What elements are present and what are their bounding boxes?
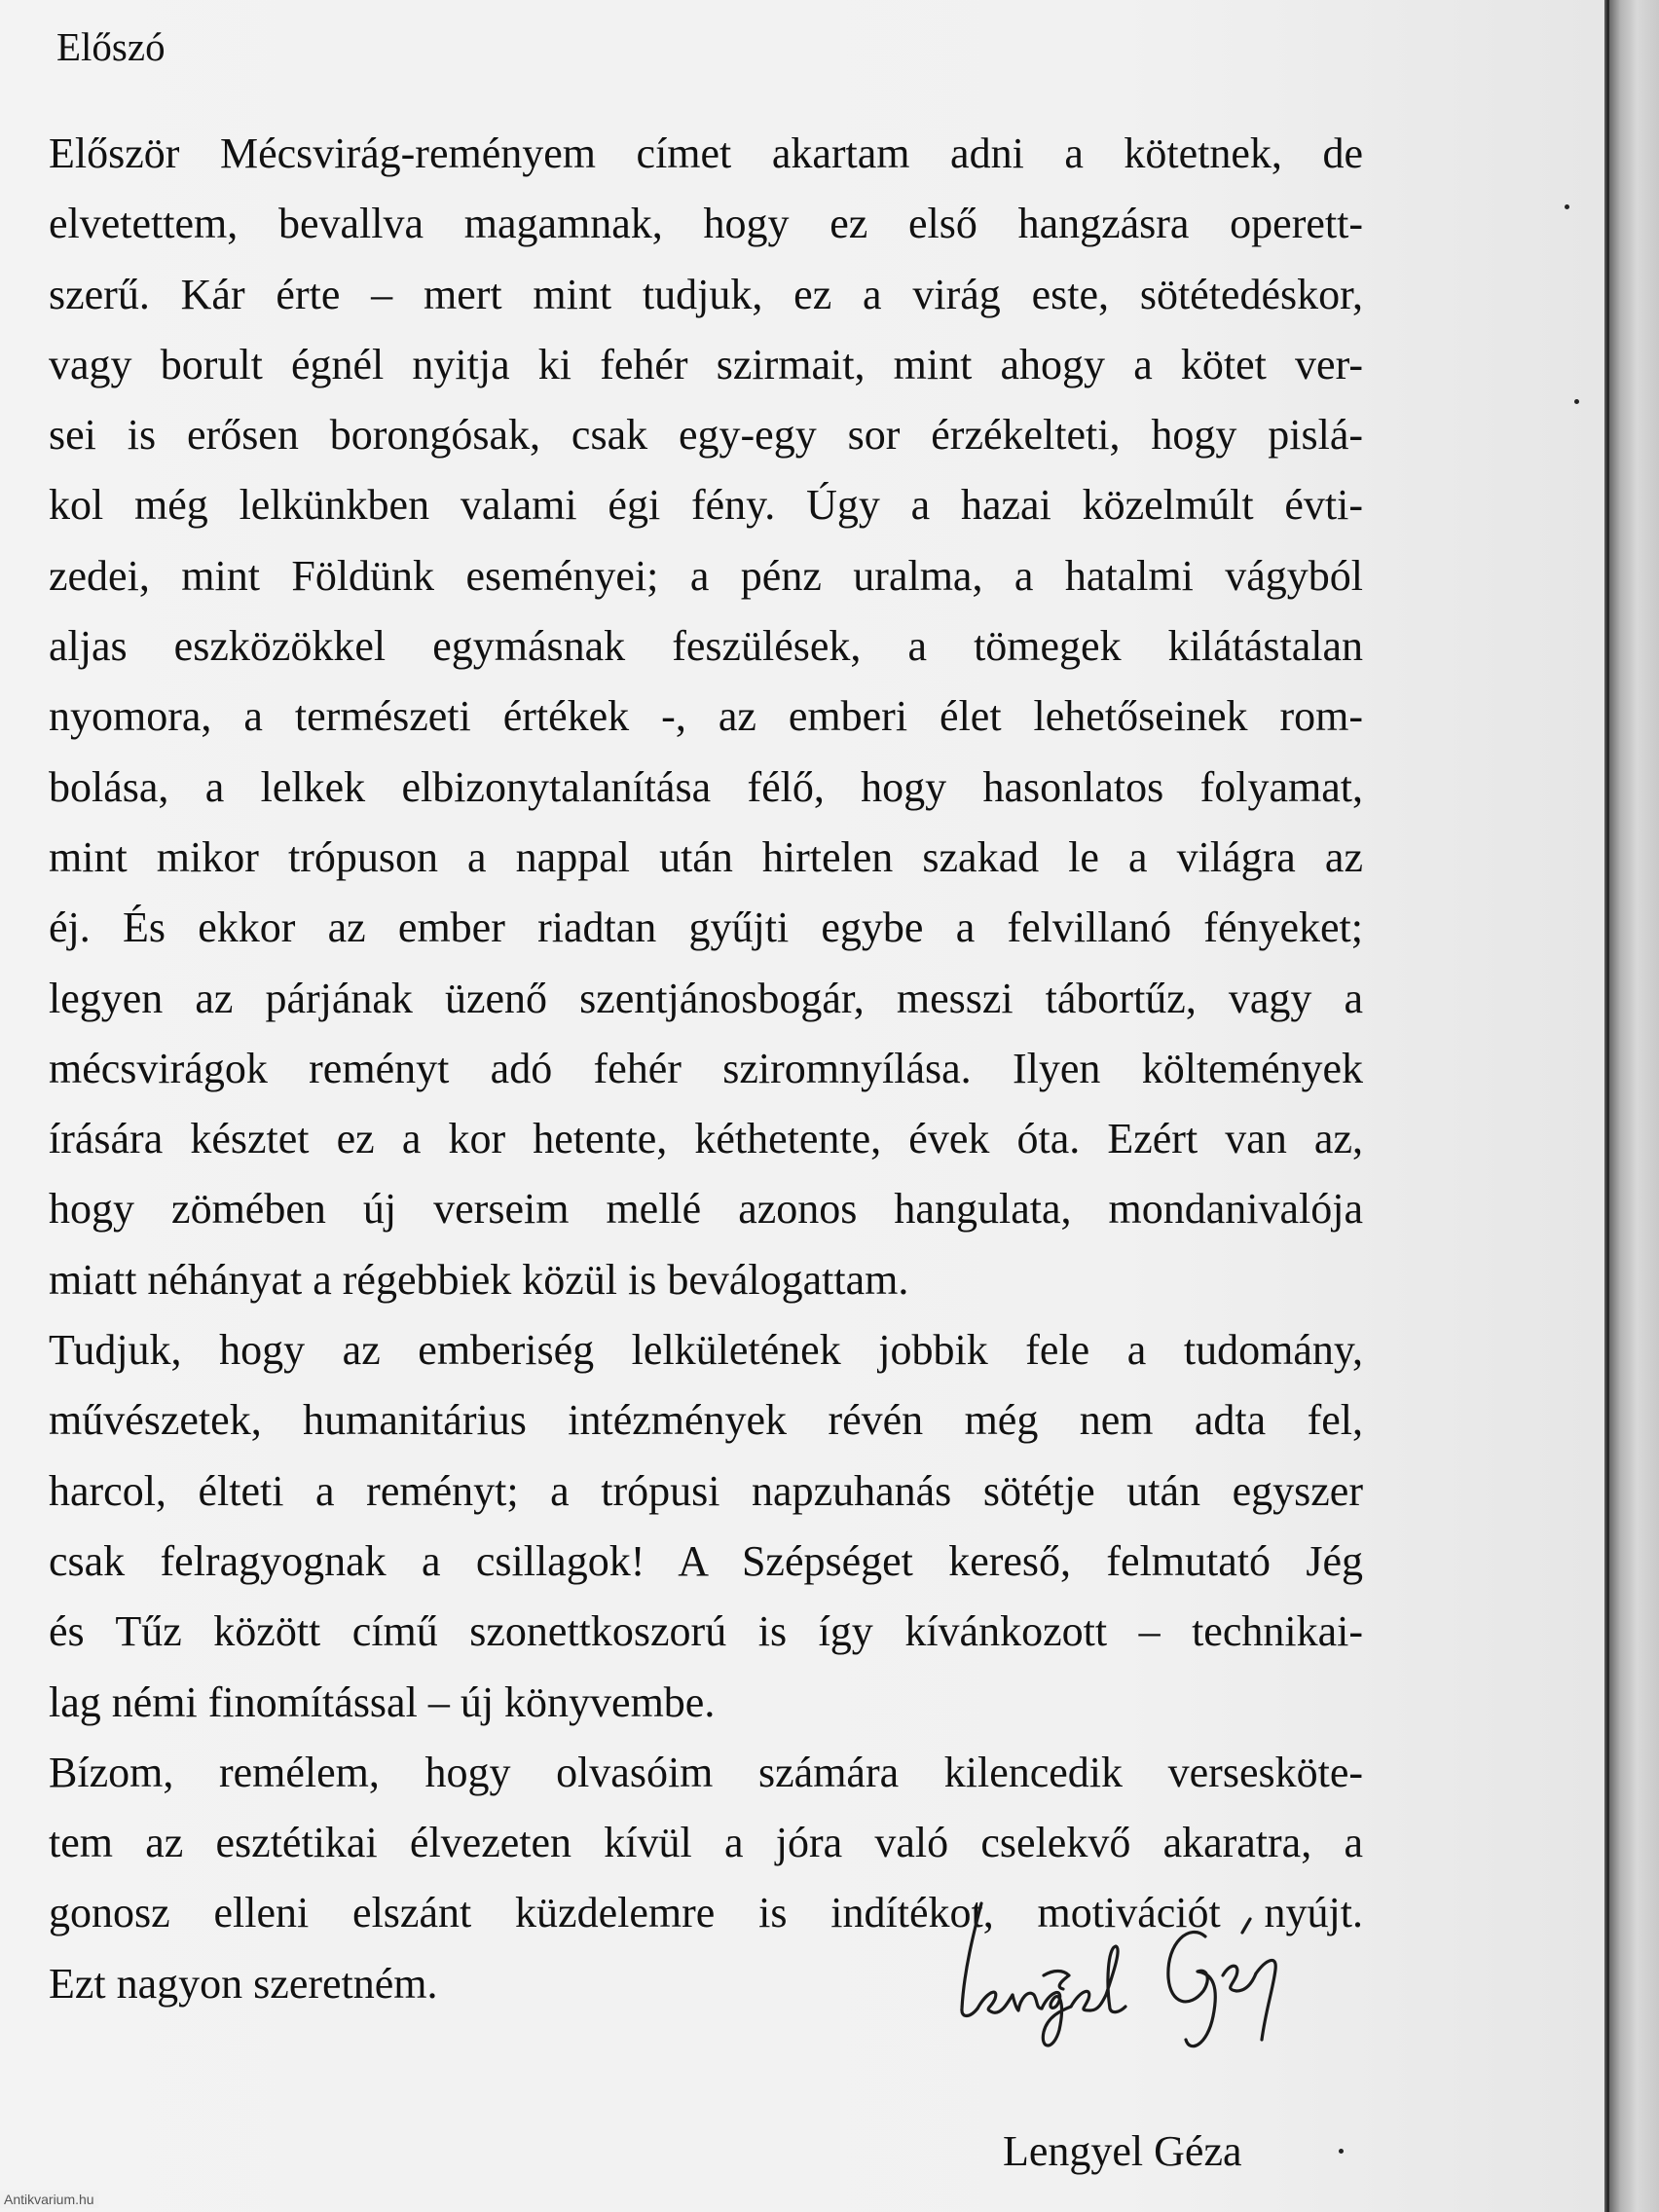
body-text: [49, 119, 1363, 2019]
text-line: Ezt nagyon szeretném.: [49, 1959, 438, 2008]
text-line: kol még lelkünkben valami égi fény. Úgy a hazai közelmúlt évti-: [49, 481, 1363, 530]
heading: Előszó: [56, 24, 166, 69]
text-line: írására késztet ez a kor hetente, kéthetente, évek óta. Ezért van az,: [49, 1115, 1363, 1163]
text-line: Tudjuk, hogy az emberiség lelkületének jobbik fele a tudomány,: [49, 1326, 1363, 1375]
text-line: vagy borult égnél nyitja ki fehér szirmait, mint ahogy a kötet ver-: [49, 340, 1363, 388]
text-line: művészetek, humanitárius intézmények révén még nem adta fel,: [49, 1396, 1363, 1445]
text-line: tem az esztétikai élvezeten kívül a jóra való cselekvő akaratra, a: [49, 1819, 1363, 1867]
text-line: csak felragyognak a csillagok! A Szépséget kereső, felmutató Jég: [49, 1536, 1363, 1585]
handwritten-signature: [935, 1894, 1344, 2059]
stray-mark: [1565, 204, 1569, 209]
text-line: lag némi finomítással – új könyvembe.: [49, 1677, 716, 1726]
text-line: Bízom, remélem, hogy olvasóim számára kilencedik versesköte-: [49, 1748, 1363, 1796]
text-line: hogy zömében új verseim mellé azonos hangulata, mondanivalója: [49, 1185, 1363, 1234]
text-line: szerű. Kár érte – mert mint tudjuk, ez a virág este, sötétedéskor,: [49, 270, 1363, 318]
page-edge-line: [1606, 0, 1609, 2212]
text-line: gonosz elleni elszánt küzdelemre is indítékot, motivációt nyújt.: [49, 1889, 1363, 1937]
text-line: mécsvirágok reményt adó fehér sziromnyílása. Ilyen költemények: [49, 1044, 1363, 1092]
stray-mark: [1339, 2149, 1344, 2154]
text-line: aljas eszközökkel egymásnak feszülések, a tömegek kilátástalan: [49, 622, 1363, 671]
text-line: Először Mécsvirág-reményem címet akartam adni a kötetnek, de: [49, 129, 1363, 177]
text-line: és Tűz között című szonettkoszorú is így kívánkozott – technikai-: [49, 1607, 1363, 1656]
stray-mark: [1574, 399, 1579, 404]
page-edge-shadow: [1604, 0, 1659, 2212]
text-line: zedei, mint Földünk eseményei; a pénz uralma, a hatalmi vágyból: [49, 551, 1363, 600]
text-line: elvetettem, bevallva magamnak, hogy ez első hangzásra operett-: [49, 200, 1363, 248]
text-line: bolása, a lelkek elbizonytalanítása félő, hogy hasonlatos folyamat,: [49, 762, 1363, 811]
text-line: mint mikor trópuson a nappal után hirtelen szakad le a világra az: [49, 832, 1363, 881]
watermark: Antikvarium.hu: [0, 2191, 98, 2208]
text-line: miatt néhányat a régebbiek közül is beválogattam.: [49, 1255, 909, 1304]
text-line: legyen az párjának üzenő szentjánosbogár, messzi tábortűz, vagy a: [49, 974, 1363, 1022]
text-line: nyomora, a természeti értékek -, az emberi élet lehetőseinek rom-: [49, 692, 1363, 741]
author-name: Lengyel Géza: [1003, 2127, 1242, 2175]
text-line: éj. És ekkor az ember riadtan gyűjti egybe a felvillanó fényeket;: [49, 903, 1363, 952]
text-line: sei is erősen borongósak, csak egy-egy sor érzékelteti, hogy pislá-: [49, 411, 1363, 460]
text-line: harcol, élteti a reményt; a trópusi napzuhanás sötétje után egyszer: [49, 1466, 1363, 1515]
